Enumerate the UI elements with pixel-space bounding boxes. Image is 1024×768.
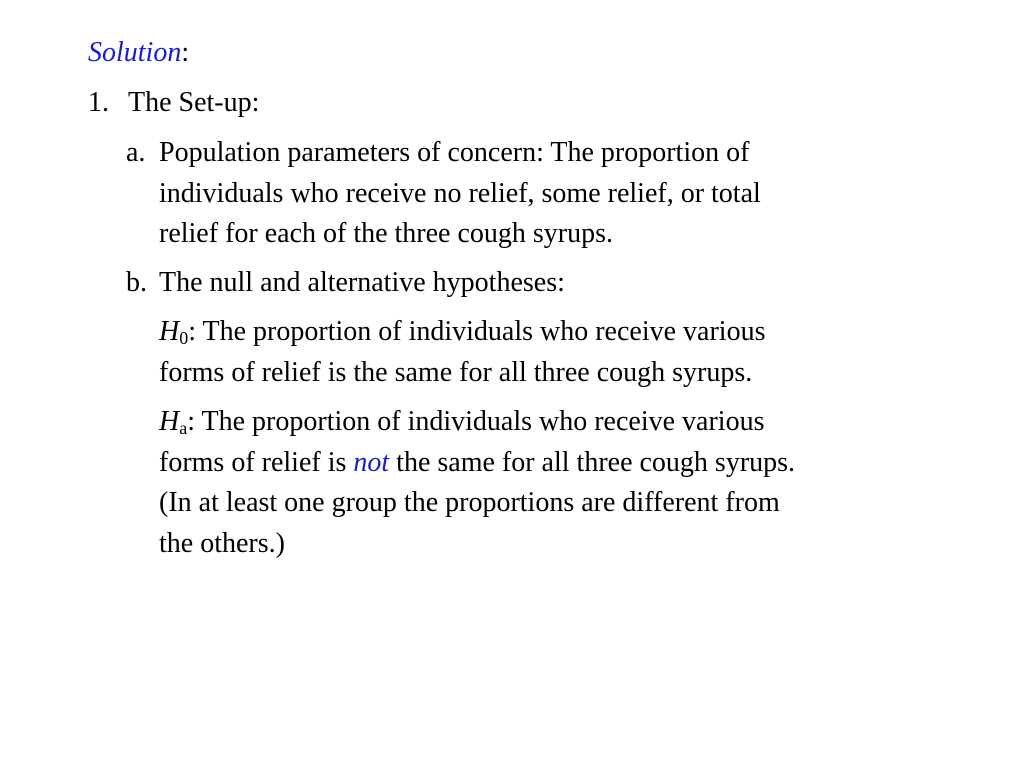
setup-title: The Set-up: xyxy=(128,87,260,118)
part-b-text: The null and alternative hypotheses: xyxy=(159,267,565,298)
h0-symbol: H xyxy=(159,316,180,347)
null-hypothesis-line xyxy=(159,312,765,353)
solution-word: Solution xyxy=(88,37,182,68)
part-a-line: Population parameters of concern: The proportion of xyxy=(159,137,750,168)
ha-line2-post: the same for all three cough syrups. xyxy=(389,446,796,478)
alternative-hypothesis xyxy=(159,402,795,564)
ha-line2-pre: forms of relief is xyxy=(159,446,354,478)
ha-symbol: H xyxy=(159,406,180,437)
part-a-text xyxy=(159,133,761,255)
part-a-line: individuals who receive no relief, some relief, or total xyxy=(159,177,761,209)
alt-hypothesis-line: the others.) xyxy=(159,527,285,559)
alt-hypothesis-line: (In at least one group the proportions are different from xyxy=(159,487,780,518)
solution-heading xyxy=(88,33,189,74)
part-a-letter: a. xyxy=(126,137,146,168)
not-emphasis: not xyxy=(353,446,390,478)
h0-text: : The proportion of individuals who receive various xyxy=(188,316,766,347)
null-hypothesis-line: forms of relief is the same for all three cough syrups. xyxy=(159,356,753,388)
part-a-line: relief for each of the three cough syrups. xyxy=(159,218,614,249)
ha-subscript: a xyxy=(179,418,188,438)
alt-hypothesis-line xyxy=(159,443,795,484)
ha-text: : The proportion of individuals who receive various xyxy=(187,406,765,437)
solution-colon: : xyxy=(181,37,190,68)
alt-hypothesis-line xyxy=(159,402,795,443)
h0-subscript: 0 xyxy=(179,328,189,348)
part-b-letter: b. xyxy=(126,267,147,298)
null-hypothesis xyxy=(159,312,765,393)
setup-number: 1. xyxy=(88,87,109,118)
